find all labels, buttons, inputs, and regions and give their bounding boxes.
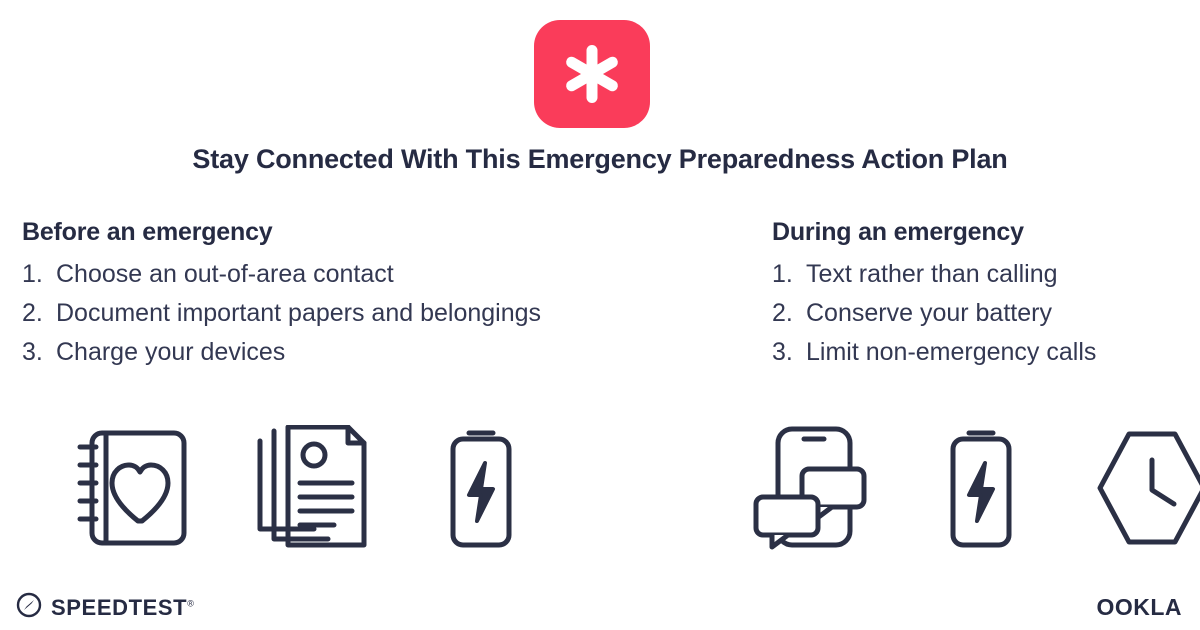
speedtest-badge (534, 20, 650, 128)
list-item (772, 294, 1192, 333)
list-item-number: 1. (22, 260, 43, 288)
page-title: Stay Connected With This Emergency Preparedness Action Plan (192, 144, 1008, 174)
column-during-emergency (772, 218, 1192, 372)
list-item-number: 3. (22, 338, 43, 366)
list-item (22, 294, 752, 333)
column-heading-before: Before an emergency (22, 218, 273, 246)
list-item-label: Limit non-emergency calls (806, 338, 1097, 366)
ookla-wordmark: OOKLA (1096, 594, 1182, 620)
registered-trademark: ® (187, 598, 195, 609)
list-item-label: Conserve your battery (806, 299, 1052, 327)
list-item-label: Text rather than calling (806, 260, 1058, 288)
notebook-heart-icon (72, 420, 192, 555)
list-item-label: Document important papers and belongings (56, 299, 542, 327)
battery-bolt-icon (430, 420, 532, 555)
speedtest-logo (16, 592, 194, 623)
speedtest-wordmark: SPEEDTEST® (51, 594, 195, 620)
list-during-emergency (772, 255, 1192, 372)
phone-message-icon (750, 420, 868, 555)
list-item-number: 3. (772, 338, 793, 366)
speedtest-mark-icon (16, 592, 42, 623)
documents-stack-icon (252, 420, 370, 555)
list-item (772, 333, 1192, 372)
icon-row-before (72, 420, 532, 555)
list-before-emergency (22, 255, 752, 372)
hexagon-clock-icon (1094, 420, 1200, 555)
list-item (772, 255, 1192, 294)
battery-bolt-icon (928, 420, 1034, 555)
column-heading-during: During an emergency (772, 218, 1024, 246)
list-item-number: 2. (22, 299, 43, 327)
icon-row-during (750, 420, 1200, 555)
list-item-number: 1. (772, 260, 793, 288)
list-item-label: Choose an out-of-area contact (56, 260, 394, 288)
list-item (22, 333, 752, 372)
ookla-logo (1096, 594, 1182, 621)
asterisk-icon (561, 43, 623, 105)
list-item (22, 255, 752, 294)
column-before-emergency (22, 218, 752, 372)
list-item-label: Charge your devices (56, 338, 286, 366)
list-item-number: 2. (772, 299, 793, 327)
